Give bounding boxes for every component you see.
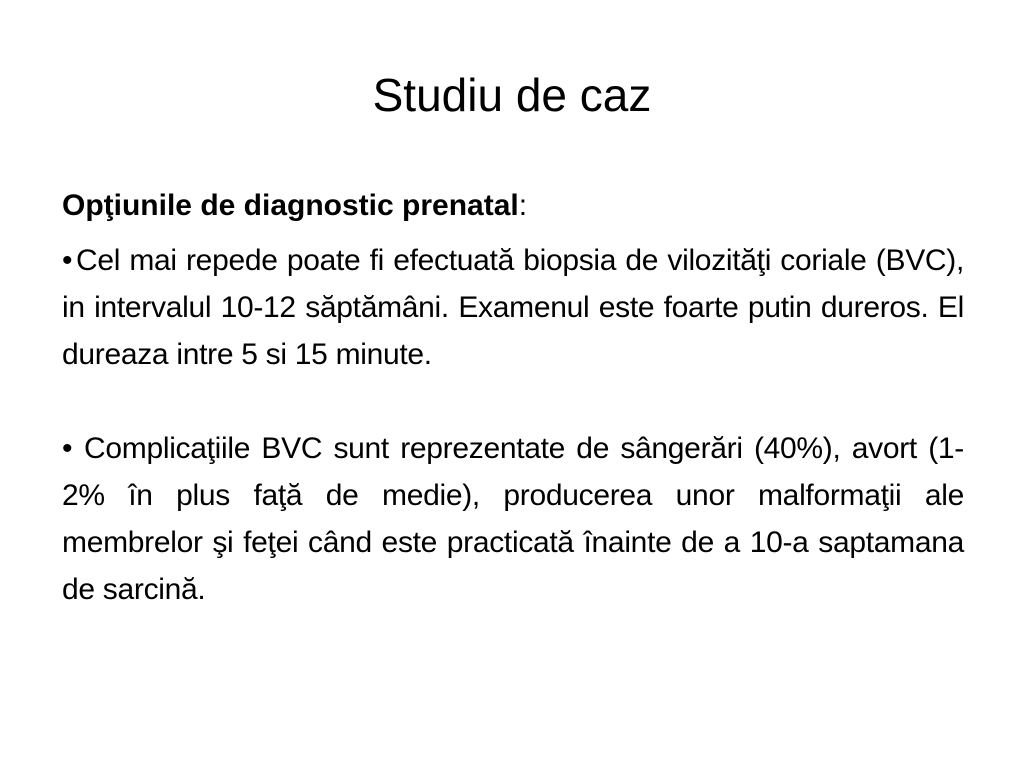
- slide-content: [62, 182, 964, 613]
- bullet-item-2: [62, 425, 964, 613]
- section-heading: [62, 182, 964, 229]
- bullet-icon: •: [62, 432, 73, 465]
- section-heading-colon: :: [518, 189, 528, 222]
- slide-title: Studiu de caz: [372, 69, 652, 121]
- bullet-text-2: Complicaţiile BVC sunt reprezentate de sângerări (40%), avort (1-2% în plus faţă de medie), producerea unor malformaţii ale membrelor şi feţei când este practicată înainte de a 10-a saptamana de sarcină.: [62, 432, 964, 606]
- bullet-text-1: Cel mai repede poate fi efectuată biopsia de vilozităţi coriale (BVC), in intervalul 10-12 săptămâni. Examenul este foarte putin dureros. El dureaza intre 5 si 15 minute.: [62, 244, 964, 371]
- bullet-item-1: [62, 237, 964, 378]
- section-heading-text: Opţiunile de diagnostic prenatal: [62, 189, 519, 222]
- bullet-icon: •: [62, 244, 73, 277]
